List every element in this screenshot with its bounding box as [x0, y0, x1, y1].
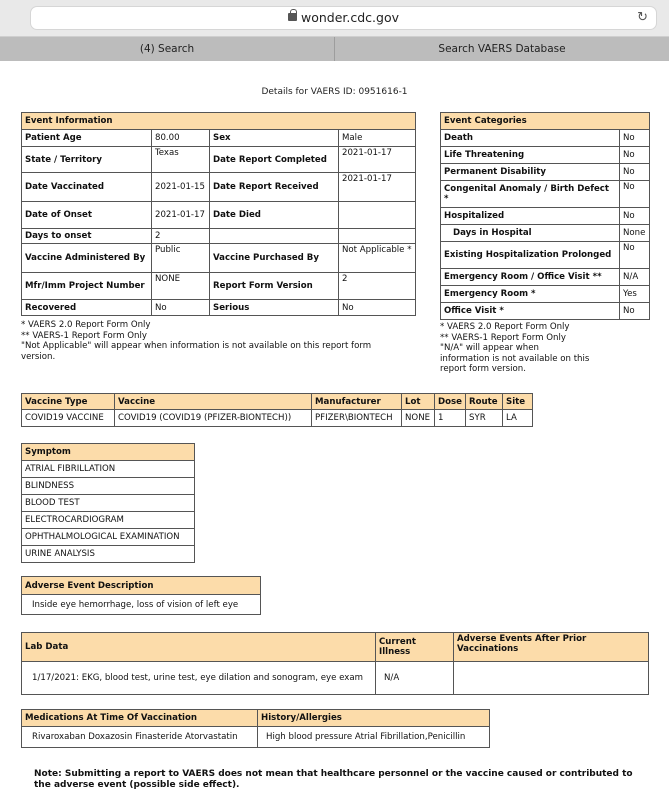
vaccine-purchased-value: Not Applicable *	[339, 244, 416, 273]
state-label: State / Territory	[22, 147, 152, 173]
recovered-label: Recovered	[22, 300, 152, 316]
list-item: ATRIAL FIBRILLATION	[22, 461, 195, 478]
note-line: "N/A" will appear when information is not available on this report form version.	[440, 343, 590, 374]
reload-icon[interactable]: ↻	[637, 10, 648, 25]
site-cell: LA	[503, 410, 533, 427]
date-died-value	[339, 202, 416, 229]
lot-cell: NONE	[402, 410, 435, 427]
event-categories-header: Event Categories	[441, 113, 650, 130]
report-form-version-value: 2	[339, 273, 416, 300]
state-value: Texas	[152, 147, 210, 173]
event-information-header: Event Information	[22, 113, 416, 130]
note-line: * VAERS 2.0 Report Form Only	[440, 322, 570, 332]
route-cell: SYR	[466, 410, 503, 427]
note-line: * VAERS 2.0 Report Form Only	[21, 320, 151, 330]
serious-label: Serious	[210, 300, 339, 316]
dose-cell: 1	[435, 410, 466, 427]
current-illness-text: N/A	[376, 662, 454, 695]
existing-hospitalization-value: No	[620, 242, 650, 269]
list-item: URINE ANALYSIS	[22, 546, 195, 563]
url-text: wonder.cdc.gov	[300, 10, 400, 25]
table-row	[22, 410, 533, 427]
tab-search-vaers[interactable]: Search VAERS Database	[438, 43, 566, 55]
history-allergies-header: History/Allergies	[258, 710, 490, 727]
medications-header: Medications At Time Of Vaccination	[22, 710, 258, 727]
death-label: Death	[441, 130, 620, 147]
mfr-project-value: NONE	[152, 273, 210, 300]
report-form-version-label: Report Form Version	[210, 273, 339, 300]
vaccine-administered-label: Vaccine Administered By	[22, 244, 152, 273]
tab-bar	[0, 37, 669, 61]
col-dose: Dose	[435, 394, 466, 410]
serious-value: No	[339, 300, 416, 316]
col-manufacturer: Manufacturer	[312, 394, 402, 410]
list-item: BLINDNESS	[22, 478, 195, 495]
er-office-visit-value: N/A	[620, 269, 650, 286]
days-in-hospital-label: Days in Hospital	[441, 225, 620, 242]
list-item: ELECTROCARDIOGRAM	[22, 512, 195, 529]
page-title: Details for VAERS ID: 0951616-1	[261, 87, 408, 97]
tab-search[interactable]: (4) Search	[0, 37, 335, 61]
disclaimer-note: Note: Submitting a report to VAERS does not mean that healthcare personnel or the vaccine caused or contributed to the adverse event (possible side effect).	[34, 769, 633, 790]
date-report-received-value: 2021-01-17	[339, 173, 416, 202]
col-route: Route	[466, 394, 503, 410]
col-lot: Lot	[402, 394, 435, 410]
date-vaccinated-label: Date Vaccinated	[22, 173, 152, 202]
life-threatening-label: Life Threatening	[441, 147, 620, 164]
patient-age-value: 80.00	[152, 130, 210, 147]
vaccine-administered-value: Public	[152, 244, 210, 273]
event-information-notes	[21, 320, 401, 362]
date-died-label: Date Died	[210, 202, 339, 229]
emergency-room-label: Emergency Room *	[441, 286, 620, 303]
date-onset-value: 2021-01-17	[152, 202, 210, 229]
sex-label: Sex	[210, 130, 339, 147]
vaccine-type-cell: COVID19 VACCINE	[22, 410, 115, 427]
event-categories-table	[440, 112, 650, 320]
medications-text: Rivaroxaban Doxazosin Finasteride Atorvastatin	[22, 727, 258, 748]
life-threatening-value: No	[620, 147, 650, 164]
mfr-project-label: Mfr/Imm Project Number	[22, 273, 152, 300]
prior-vaccinations-header: Adverse Events After Prior Vaccinations	[454, 633, 649, 662]
note-line: ** VAERS-1 Report Form Only	[440, 332, 566, 343]
days-in-hospital-value: None	[620, 225, 650, 242]
adverse-event-header: Adverse Event Description	[22, 577, 261, 595]
prior-vaccinations-text	[454, 662, 649, 695]
browser-toolbar	[0, 0, 669, 37]
symptom-table	[21, 443, 195, 563]
date-onset-label: Date of Onset	[22, 202, 152, 229]
event-categories-notes	[440, 322, 590, 375]
death-value: No	[620, 130, 650, 147]
history-allergies-text: High blood pressure Atrial Fibrillation,Penicillin	[258, 727, 490, 748]
vaccine-cell: COVID19 (COVID19 (PFIZER-BIONTECH))	[115, 410, 312, 427]
date-vaccinated-value: 2021-01-15	[152, 173, 210, 202]
office-visit-label: Office Visit *	[441, 303, 620, 320]
medications-table	[21, 709, 490, 748]
date-report-completed-value: 2021-01-17	[339, 147, 416, 173]
adverse-event-text: Inside eye hemorrhage, loss of vision of left eye	[22, 595, 261, 615]
address-bar[interactable]	[30, 6, 657, 30]
lock-icon	[288, 13, 297, 21]
lab-data-table	[21, 632, 649, 695]
note-line: "Not Applicable" will appear when information is not available on this report form version.	[21, 341, 372, 362]
col-vaccine-type: Vaccine Type	[22, 394, 115, 410]
hospitalized-label: Hospitalized	[441, 208, 620, 225]
vaccine-purchased-label: Vaccine Purchased By	[210, 244, 339, 273]
sex-value: Male	[339, 130, 416, 147]
page-content	[0, 61, 669, 802]
lab-data-header: Lab Data	[22, 633, 376, 662]
days-to-onset-label: Days to onset	[22, 229, 152, 244]
event-information-table	[21, 112, 416, 316]
er-office-visit-label: Emergency Room / Office Visit **	[441, 269, 620, 286]
current-illness-header: Current Illness	[376, 633, 454, 662]
office-visit-value: No	[620, 303, 650, 320]
manufacturer-cell: PFIZER\BIONTECH	[312, 410, 402, 427]
congenital-anomaly-label: Congenital Anomaly / Birth Defect *	[441, 181, 620, 208]
vaccine-table	[21, 393, 533, 427]
list-item: BLOOD TEST	[22, 495, 195, 512]
col-vaccine: Vaccine	[115, 394, 312, 410]
permanent-disability-label: Permanent Disability	[441, 164, 620, 181]
date-report-completed-label: Date Report Completed	[210, 147, 339, 173]
lab-data-text: 1/17/2021: EKG, blood test, urine test, eye dilation and sonogram, eye exam	[22, 662, 376, 695]
list-item: OPHTHALMOLOGICAL EXAMINATION	[22, 529, 195, 546]
existing-hospitalization-label: Existing Hospitalization Prolonged	[441, 242, 620, 269]
date-report-received-label: Date Report Received	[210, 173, 339, 202]
adverse-event-table	[21, 576, 261, 615]
emergency-room-value: Yes	[620, 286, 650, 303]
hospitalized-value: No	[620, 208, 650, 225]
symptom-header: Symptom	[22, 444, 195, 461]
recovered-value: No	[152, 300, 210, 316]
note-line: ** VAERS-1 Report Form Only	[21, 330, 147, 341]
days-to-onset-value: 2	[152, 229, 210, 244]
permanent-disability-value: No	[620, 164, 650, 181]
col-site: Site	[503, 394, 533, 410]
patient-age-label: Patient Age	[22, 130, 152, 147]
congenital-anomaly-value: No	[620, 181, 650, 208]
